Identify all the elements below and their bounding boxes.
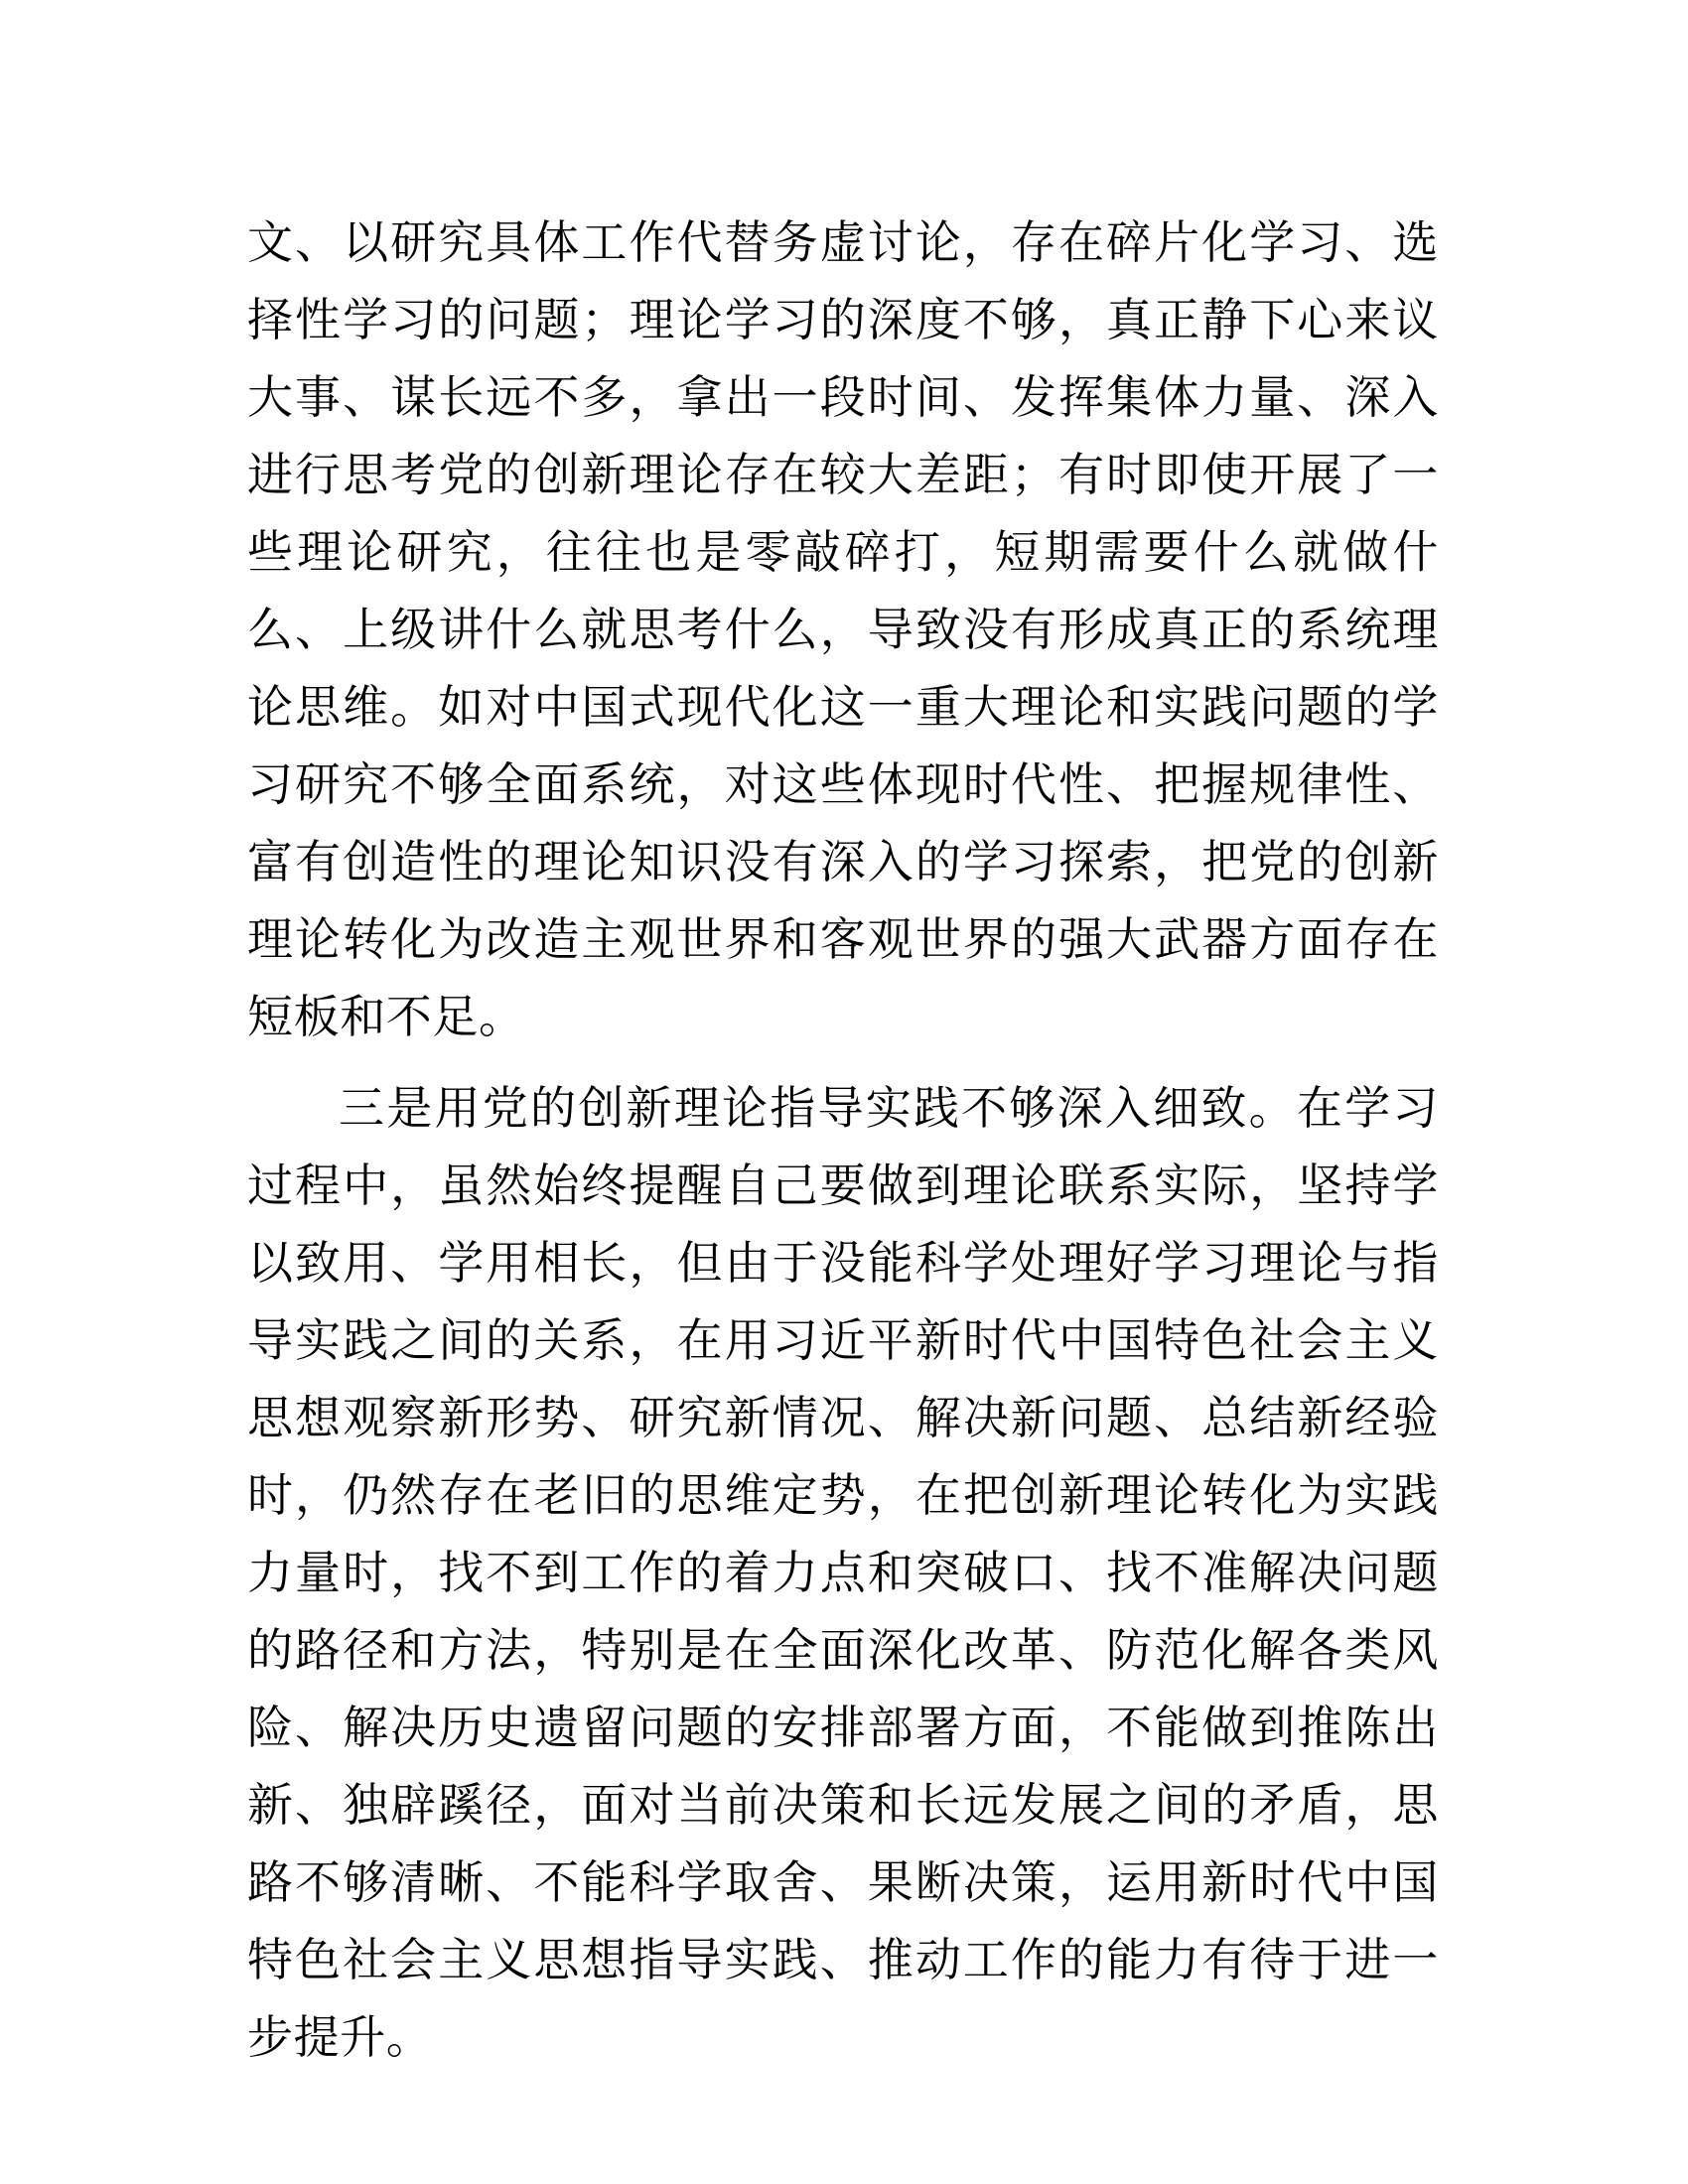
document-body [247, 204, 1439, 2076]
paragraph-point-three: 三是用党的创新理论指导实践不够深入细致。在学习过程中，虽然始终提醒自己要做到理论联系实际，坚持学以致用、学用相长，但由于没能科学处理好学习理论与指导实践之间的关系，在用习近平新时代中国特色社会主义思想观察新形势、研究新情况、解决新问题、总结新经验时，仍然存在老旧的思维定势，在把创新理论转化为实践力量时，找不到工作的着力点和突破口、找不准解决问题的路径和方法，特别是在全面深化改革、防范化解各类风险、解决历史遗留问题的安排部署方面，不能做到推陈出新、独辟蹊径，面对当前决策和长远发展之间的矛盾，思路不够清晰、不能科学取舍、果断决策，运用新时代中国特色社会主义思想指导实践、推动工作的能力有待于进一步提升。 [247, 1081, 1439, 2064]
paragraph-continuation: 文、以研究具体工作代替务虚讨论，存在碎片化学习、选择性学习的问题；理论学习的深度不够，真正静下心来议大事、谋长远不多，拿出一段时间、发挥集体力量、深入进行思考党的创新理论存在较大差距；有时即使开展了一些理论研究，往往也是零敲碎打，短期需要什么就做什么、上级讲什么就思考什么，导致没有形成真正的系统理论思维。如对中国式现代化这一重大理论和实践问题的学习研究不够全面系统，对这些体现时代性、把握规律性、富有创造性的理论知识没有深入的学习探索，把党的创新理论转化为改造主观世界和客观世界的强大武器方面存在短板和不足。 [247, 215, 1439, 1043]
